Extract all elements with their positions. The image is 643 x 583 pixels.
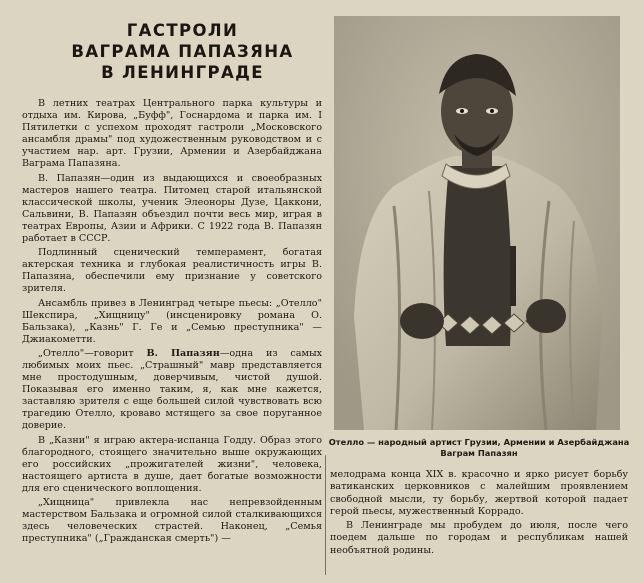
title-line-3: В ЛЕНИНГРАДЕ: [101, 63, 264, 82]
paragraph-melodrama: мелодрама конца XIX в. красочно и ярко рисует борьбу ватиканских церковников с малейшим проявлением свободной мысли, ту борьбу, жертвой которой падает герой пьесы, мужественный Коррадо.: [330, 469, 628, 517]
paragraph-repertoire: Ансамбль привез в Ленинград четыре пьесы: „Отелло" Шекспира, „Хищницу" (инсценировку романа О. Бальзака), „Казнь" Г. Ге и „Семью преступника" — Джиакометти.: [22, 297, 322, 345]
quote-opening: „Отелло"—говорит: [38, 347, 147, 359]
article-left-column: [22, 98, 322, 545]
paragraph-hishnitsa: „Хищница" привлекла нас непревзойденным мастерством Бальзака и огромной силой сталкивающихся здесь человеческих страстей. Наконец, „Семья преступника" („Гражданская смерть") —: [22, 497, 322, 545]
paragraph-recognition: Подлинный сценический темперамент, богатая актерская техника и глубокая реалистичность игры В. Папазяна, обеспечили ему признание у советского зрителя.: [22, 247, 322, 295]
quote-speaker: В. Папазян: [146, 347, 220, 359]
quote-body: —одна из самых любимых моих пьес. „Страшный" мавр представляется мне простодушным, доверчивым, чистой душой. Показывая его именно таким, я, как мне кажется, заставляю зрителя с еще большей силой чувствовать всю трагедию Отелло, кроваво мстящего за свое поруганное доверие.: [22, 347, 322, 432]
othello-photo: [334, 16, 620, 430]
title-line-2: ВАГРАМА ПАПАЗЯНА: [71, 42, 294, 61]
article-right-column: [330, 469, 628, 559]
title-line-1: ГАСТРОЛИ: [126, 21, 239, 40]
paragraph-closing: В Ленинграде мы пробудем до июля, после чего поедем дальше по городам и республикам нашей необъятной родины.: [330, 520, 628, 556]
article-title: [55, 20, 310, 83]
othello-portrait-image: [334, 16, 620, 430]
column-divider: [325, 455, 326, 575]
photo-caption: Отелло — народный артист Грузии, Армении и Азербайджана Ваграм Папазян: [328, 437, 630, 458]
paragraph-intro: В летних театрах Центрального парка культуры и отдыха им. Кирова, „Буфф", Госнардома и парка им. І Пятилетки с успехом проходят гастроли „Московского ансамбля драмы" под художественным руководством и с участием нар. арт. Грузии, Армении и Азербайджана Ваграма Папазяна.: [22, 98, 322, 170]
paragraph-kazn: В „Казни" я играю актера-испанца Годду. Образ этого благородного, стоящего значительно выше окружающих его российских „прожигателей жизни", человека, настоящего артиста в душе, дает богатые возможности для его сценического воплощения.: [22, 434, 322, 494]
paragraph-biography: В. Папазян—один из выдающихся и своеобразных мастеров нашего театра. Питомец старой итальянской классической школы, ученик Элеоноры Дузе, Цаккони, Сальвини, В. Папазян объездил почти весь мир, играя в театрах Европы, Азии и Африки. С 1922 года В. Папазян работает в СССР.: [22, 172, 322, 245]
paragraph-quote: [22, 348, 322, 433]
